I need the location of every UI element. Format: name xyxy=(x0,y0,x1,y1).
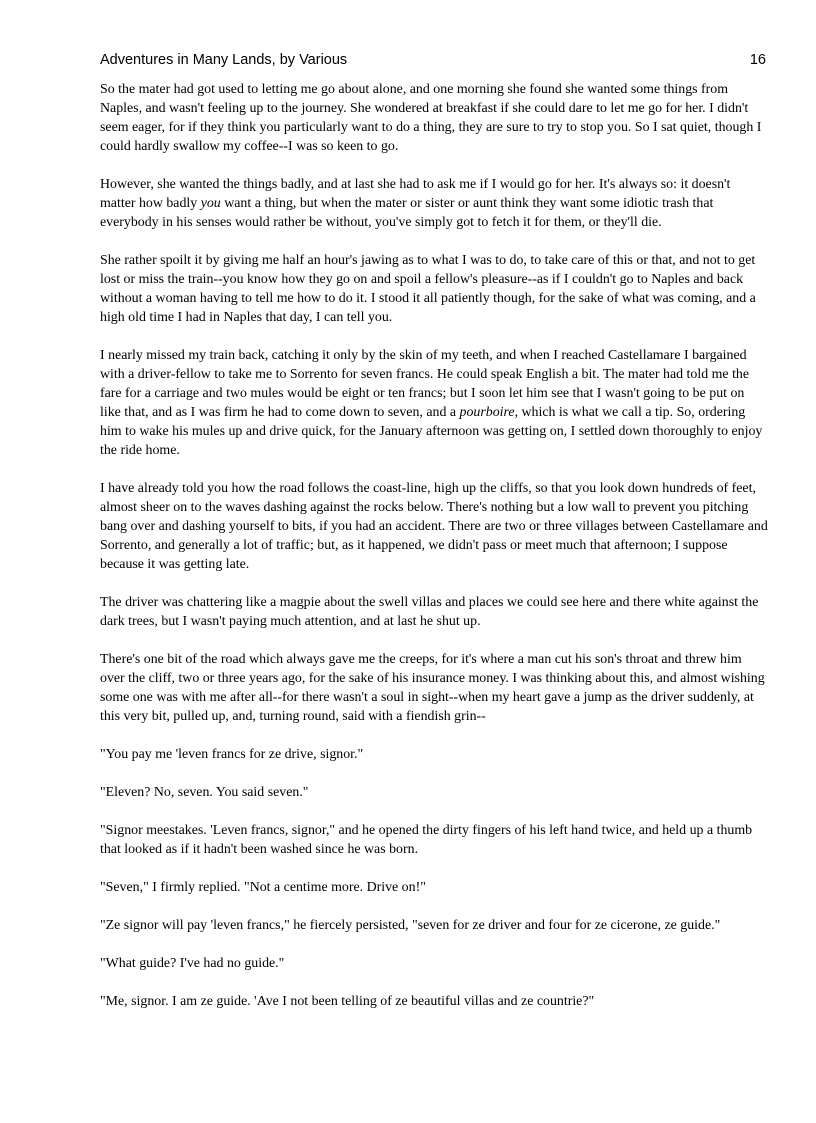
paragraph-2-emphasis: you xyxy=(200,196,221,211)
book-title: Adventures in Many Lands, by Various xyxy=(100,52,348,68)
paragraph-1: So the mater had got used to letting me go about alone, and one morning she found she wanted some things from Naples, and wasn't feeling up to the journey. She wondered at breakfast if she could dare to let me go for her. I didn't seem eager, for if they think you particularly want to do a thing, they are sure to try to stop you. So I sat quiet, though I could hardly swallow my coffee--I was so keen to go. xyxy=(100,82,762,154)
paragraph-8: "You pay me 'leven francs for ze drive, signor." xyxy=(100,747,364,762)
paragraph-3: She rather spoilt it by giving me half an hour's jawing as to what I was to do, to take care of this or that, and not to get lost or miss the train--you know how they go on and spoil a fellow's pleasure--as if I couldn't go to Naples and back without a woman having to tell me how to do it. I stood it all patiently though, for the sake of what was coming, and a high old time I had in Naples that day, I can tell you. xyxy=(100,253,756,325)
paragraph-11: "Seven," I firmly replied. "Not a centime more. Drive on!" xyxy=(100,880,426,895)
paragraph-12: "Ze signor will pay 'leven francs," he fiercely persisted, "seven for ze driver and four for ze cicerone, ze guide." xyxy=(100,918,721,933)
paragraph-2 xyxy=(100,175,768,232)
paragraph-4 xyxy=(100,346,768,460)
paragraph-7: There's one bit of the road which always gave me the creeps, for it's where a man cut his son's throat and threw him over the cliff, two or three years ago, for the sake of his insurance money. I was thinking about this, and almost wishing some one was with me after all--for there wasn't a soul in sight--when my heart gave a jump as the driver suddenly, at this very bit, pulled up, and, turning round, said with a fiendish grin-- xyxy=(100,652,765,724)
paragraph-4-emphasis: pourboire xyxy=(459,405,515,420)
paragraph-13: "What guide? I've had no guide." xyxy=(100,956,285,971)
page-number: 16 xyxy=(749,52,766,68)
paragraph-5: I have already told you how the road follows the coast-line, high up the cliffs, so that you look down hundreds of feet, almost sheer on to the waves dashing against the rocks below. There's nothing but a low wall to prevent you pitching bang over and dashing yourself to bits, if you had an accident. There are two or three villages between Castellamare and Sorrento, and generally a lot of traffic; but, as it happened, we didn't pass or meet much that afternoon; I suppose because it was getting late. xyxy=(100,481,768,572)
paragraph-14: "Me, signor. I am ze guide. 'Ave I not been telling of ze beautiful villas and ze countrie?" xyxy=(100,994,595,1009)
paragraph-9: "Eleven? No, seven. You said seven." xyxy=(100,785,309,800)
paragraph-4-part-a: I nearly missed my train back, catching it only by the skin of my teeth, and when I reached Castellamare I bargained with a driver-fellow to take me to Sorrento for seven francs. He could speak English a bit. The mater had told me the fare for a carriage and two mules would be eight or ten francs; but I soon let him see that I wasn't going to be put on like that, and as I was firm he had to come down to seven, and a xyxy=(100,348,750,420)
paragraph-2-part-b: want a thing, but when the mater or sister or aunt think they want some idiotic trash that everybody in his senses would rather be without, you've simply got to fetch it for them, or they'll die. xyxy=(100,196,714,230)
page-header xyxy=(100,52,766,72)
paragraph-10: "Signor meestakes. 'Leven francs, signor," and he opened the dirty fingers of his left hand twice, and held up a thumb that looked as if it hadn't been washed since he was born. xyxy=(100,823,753,857)
paragraph-2-part-a: However, she wanted the things badly, and at last she had to ask me if I would go for her. It's always so: it doesn't matter how badly xyxy=(100,177,731,211)
paragraph-4-part-b: , which is what we call a tip. So, ordering him to wake his mules up and drive quick, for the January afternoon was getting on, I settled down thoroughly to enjoy the ride home. xyxy=(100,405,763,458)
paragraph-6: The driver was chattering like a magpie about the swell villas and places we could see here and there white against the dark trees, but I wasn't paying much attention, and at last he shut up. xyxy=(100,595,759,629)
page-body xyxy=(100,80,768,1030)
